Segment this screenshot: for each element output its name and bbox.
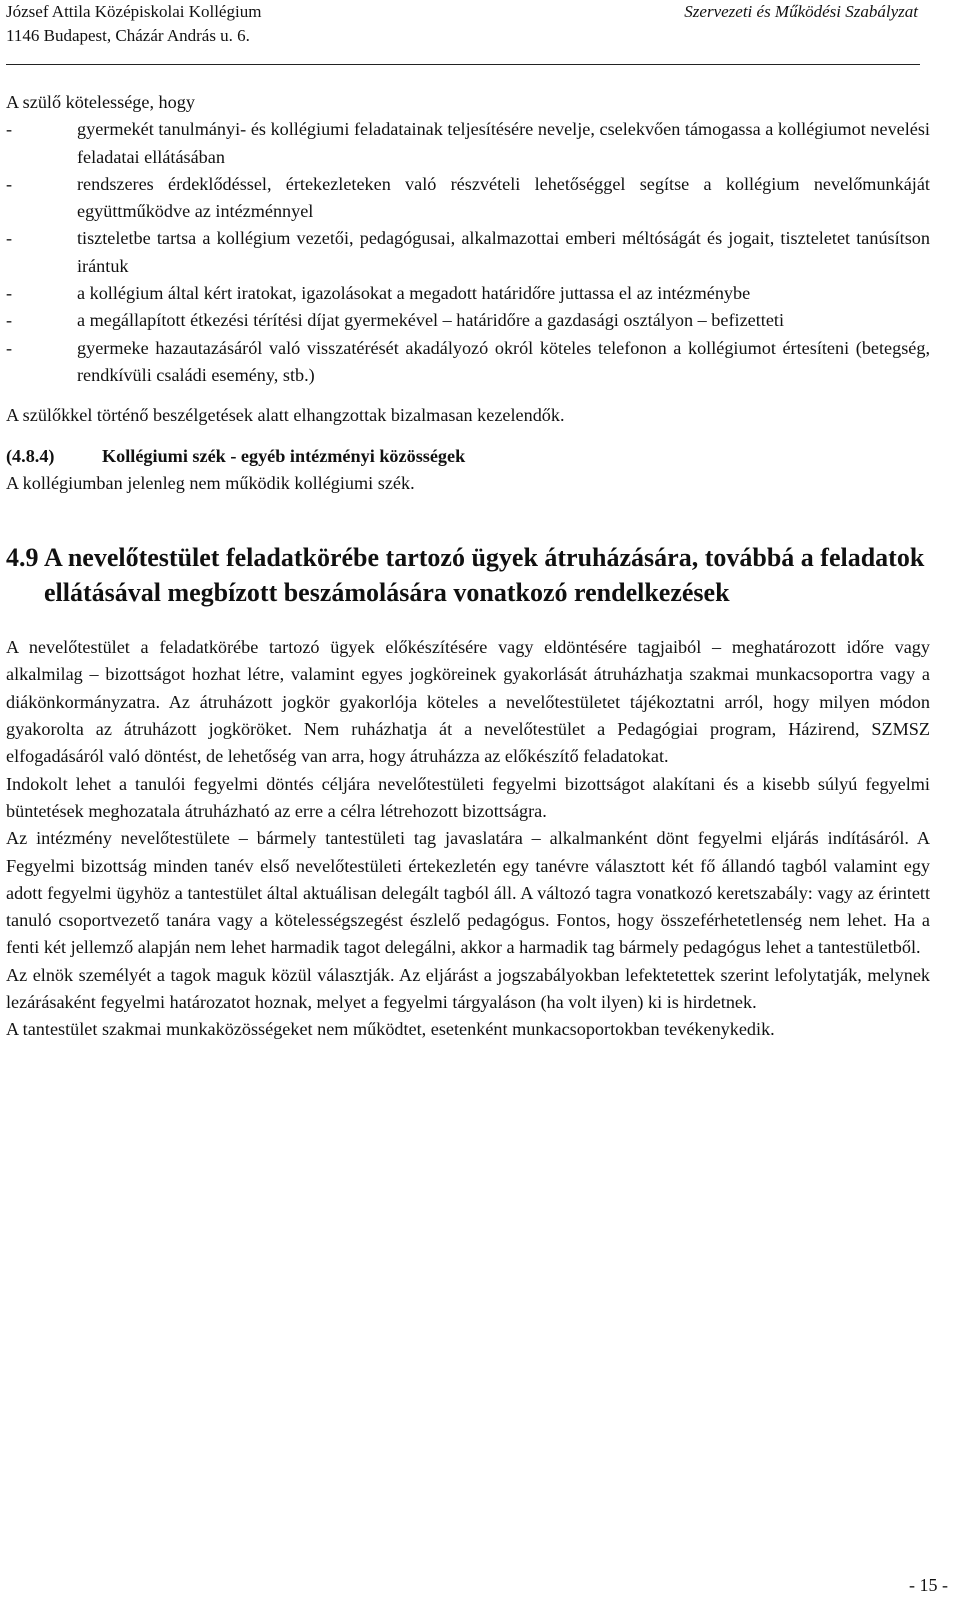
duty-item-text: a kollégium által kért iratokat, igazolásokat a megadott határidőre juttassa el az intézménybe <box>77 283 751 304</box>
section-paragraph: Az elnök személyét a tagok maguk közül választják. Az eljárást a jogszabályokban lefektetettek szerint lefolytatják, melynek lezárásaként fegyelmi határozatot hoznak, melyet a fegyelmi tárgyaláson (ha volt ilyen) ki is hirdetnek. <box>6 964 930 1013</box>
duty-item-text: gyermeke hazautazásáról való visszatérését akadályozó okról köteles telefonon a kollégiumot értesíteni (betegség, rendkívüli családi esemény, stb.) <box>77 337 930 385</box>
duty-item <box>6 116 930 171</box>
dash-marker: - <box>6 228 13 249</box>
dash-marker: - <box>6 173 13 194</box>
dash-marker: - <box>6 337 13 358</box>
duty-item <box>6 280 930 307</box>
duty-item <box>6 171 930 226</box>
section-paragraph: A tantestület szakmai munkaközösségeket nem működtet, esetenként munkacsoportokban tevékenykedik. <box>6 1019 775 1040</box>
institution-name: József Attila Középiskolai Kollégium <box>6 2 262 21</box>
page-content <box>6 89 930 1044</box>
subsection-number: (4.8.4) <box>6 445 55 466</box>
subsection-title: Kollégiumi szék - egyéb intézményi közösségek <box>102 445 466 466</box>
duty-item <box>6 307 930 334</box>
page-header <box>6 0 918 48</box>
section-number: 4.9 <box>6 543 39 573</box>
subsection-text: A kollégiumban jelenleg nem működik kollégiumi szék. <box>6 472 415 493</box>
section-paragraph: A nevelőtestület a feladatkörébe tartozó ügyek előkészítésére vagy eldöntésére tagjaiból – meghatározott időre vagy alkalmilag – bizottságot hozhat létre, valamint egyes jogköreinek gyakorlását átruházhatja szakmai munkacsoportra vagy a diákönkormányzatra. Az átruházott jogkör gyakorlója köteles a nevelőtestületet tájékoztatni arról, hogy milyen módon gyakorolta az átruházott jogköröket. Nem ruházhatja át a nevelőtestület a Pedagógiai program, Házirend, SZMSZ elfogadásáról való döntést, de lehetőség van arra, hogy átruházza az előkészítő feladatokat. <box>6 637 930 767</box>
dash-marker: - <box>6 119 13 140</box>
duties-intro: A szülő kötelessége, hogy <box>6 92 195 112</box>
confidentiality-note: A szülőkkel történő beszélgetések alatt elhangzottak bizalmasan kezelendők. <box>6 405 565 426</box>
document-title: Szervezeti és Működési Szabályzat <box>684 2 918 21</box>
section-title: A nevelőtestület feladatkörébe tartozó ügyek átruházására, továbbá a feladatok ellátásával megbízott beszámolására vonatkozó rendelkezések <box>44 543 925 607</box>
section-heading <box>6 541 930 610</box>
institution-address: 1146 Budapest, Cházár András u. 6. <box>6 26 250 45</box>
duty-item <box>6 225 930 280</box>
header-row-1 <box>6 0 918 24</box>
duty-item-text: rendszeres érdeklődéssel, értekezleteken való részvételi lehetőséggel segítse a kollégium nevelőmunkáját együttműködve az intézménnyel <box>77 173 930 222</box>
dash-marker: - <box>6 283 13 304</box>
duties-list <box>6 116 930 389</box>
dash-marker: - <box>6 310 13 331</box>
duty-item-text: a megállapított étkezési térítési díjat gyermekével – határidőre a gazdasági osztályon – befizetteti <box>77 310 784 331</box>
header-row-2 <box>6 24 918 48</box>
duty-item <box>6 335 930 390</box>
subsection-heading <box>6 443 930 470</box>
page-number: - 15 - <box>909 1575 948 1595</box>
duty-item-text: gyermekét tanulmányi- és kollégiumi feladatainak teljesítésére nevelje, cselekvően támogassa a kollégiumot nevelési feladatai ellátásában <box>77 119 930 167</box>
section-paragraph: Indokolt lehet a tanulói fegyelmi döntés céljára nevelőtestületi fegyelmi bizottságot alakítani és a kisebb súlyú fegyelmi büntetések meghozatala átruházható az erre a célra létrehozott bizottságra. <box>6 773 930 821</box>
duty-item-text: tiszteletbe tartsa a kollégium vezetői, pedagógusai, alkalmazottai emberi méltóságát és jogait, tiszteletet tanúsítson irántuk <box>77 228 930 276</box>
header-divider <box>6 64 920 65</box>
section-paragraph: Az intézmény nevelőtestülete – bármely tantestületi tag javaslatára – alkalmanként dönt fegyelmi eljárás indításáról. A Fegyelmi bizottság minden tanév első nevelőtestületi értekezletén egy tanévre választott két fő állandó tagból valamint egy adott fegyelmi ügyhöz a tantestület által aktuálisan delegált tagból áll. A változó tagra vonatkozó keretszabály: vagy az érintett tanuló csoportvezető tanára vagy a kötelességszegést észlelő pedagógus. Fontos, hogy összeférhetetlenség nem lehet. Ha a fenti két jellemző alapján nem lehet harmadik tagot delegálni, akkor a harmadik tag bármely pedagógus lehet a tantestületből. <box>6 828 930 958</box>
